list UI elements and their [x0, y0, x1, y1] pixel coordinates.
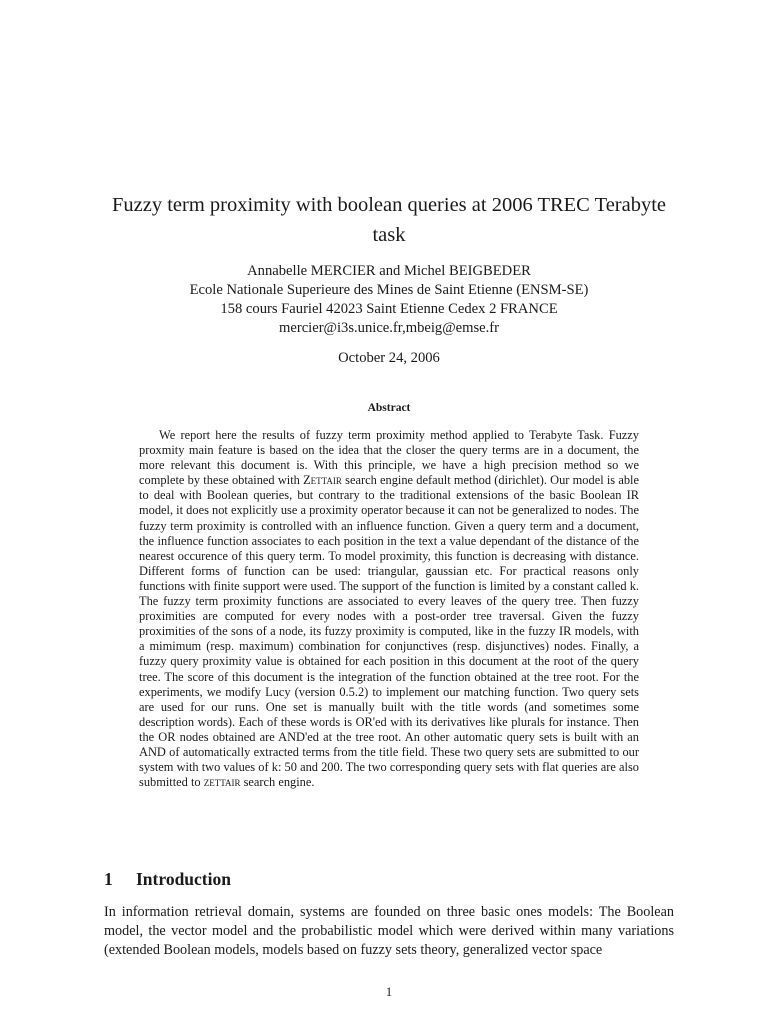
paper-title: Fuzzy term proximity with boolean queries at 2006 TREC Terabyte task: [111, 194, 667, 246]
section-title: Introduction: [136, 869, 231, 889]
paper-date: October 24, 2006: [338, 350, 440, 366]
page-number: 1: [385, 985, 393, 999]
abstract-text-3: search engine.: [240, 775, 315, 790]
abstract-body: [139, 428, 639, 790]
abstract-heading: Abstract: [367, 402, 411, 414]
section-number: 1: [104, 869, 113, 889]
emails: mercier@i3s.unice.fr,mbeig@emse.fr: [279, 320, 499, 336]
affiliation: Ecole Nationale Superieure des Mines de Saint Etienne (ENSM-SE): [189, 282, 589, 298]
author-names: Annabelle MERCIER and Michel BEIGBEDER: [247, 263, 531, 279]
abstract-text-1: We report here the results of fuzzy term proximity method applied to Terabyte Task. Fuzzy proxmity main feature is based on the idea that the closer the query terms are in a document, the more relevant this document is. With this principle, we have a high precision method so we complete by these obtained with: [139, 428, 639, 488]
zettair-name: Zettair: [303, 473, 342, 488]
section-body: In information retrieval domain, systems are founded on three basic ones models: The Boolean model, the vector model and the probabilistic model which were derived within many variations (extended Boolean models, models based on fuzzy sets theory, generalized vector space: [104, 904, 674, 958]
zettair-name-lower: zettair: [203, 775, 241, 790]
author-block: [104, 262, 674, 338]
section-heading: [104, 869, 231, 890]
abstract-text-2: search engine default method (dirichlet). Our model is able to deal with Boolean queries, but contrary to the traditional extensions of the basic Boolean IR model, it does not explicitly use a proximity operator because it can not be generalized to nodes. The fuzzy term proximity is controlled with an influence function. Given a query term and a document, the influence function associates to each position in the text a value dependant of the distance of the nearest occurence of this query term. To model proximity, this function is decreasing with distance. Different forms of function can be used: triangular, gaussian etc. For practical reasons only functions with finite support were used. The support of the function is limited by a constant called k. The fuzzy term proximity functions are associated to every leaves of the query tree. Then fuzzy proximities are computed for every nodes with a post-order tree traversal. Given the fuzzy proximities of the sons of a node, its fuzzy proximity is computed, like in the fuzzy IR models, with a mimimum (resp. maximum) combination for conjunctives (resp. disjunctives) nodes. Finally, a fuzzy query proximity value is obtained for each position in this document at the root of the query tree. The score of this document is the integration of the function obtained at the tree root. For the experiments, we modify Lucy (version 0.5.2) to implement our matching function. Two query sets are used for our runs. One set is manually built with the title words (and sometimes some description words). Each of these words is OR'ed with its derivatives like plurals for instance. Then the OR nodes obtained are AND'ed at the tree root. An other automatic query sets is built with an AND of automatically extracted terms from the title field. These two query sets are submitted to our system with two values of k: 50 and 200. The two corresponding query sets with flat queries are also submitted to: [139, 473, 639, 790]
address: 158 cours Fauriel 42023 Saint Etienne Cedex 2 FRANCE: [220, 301, 558, 317]
